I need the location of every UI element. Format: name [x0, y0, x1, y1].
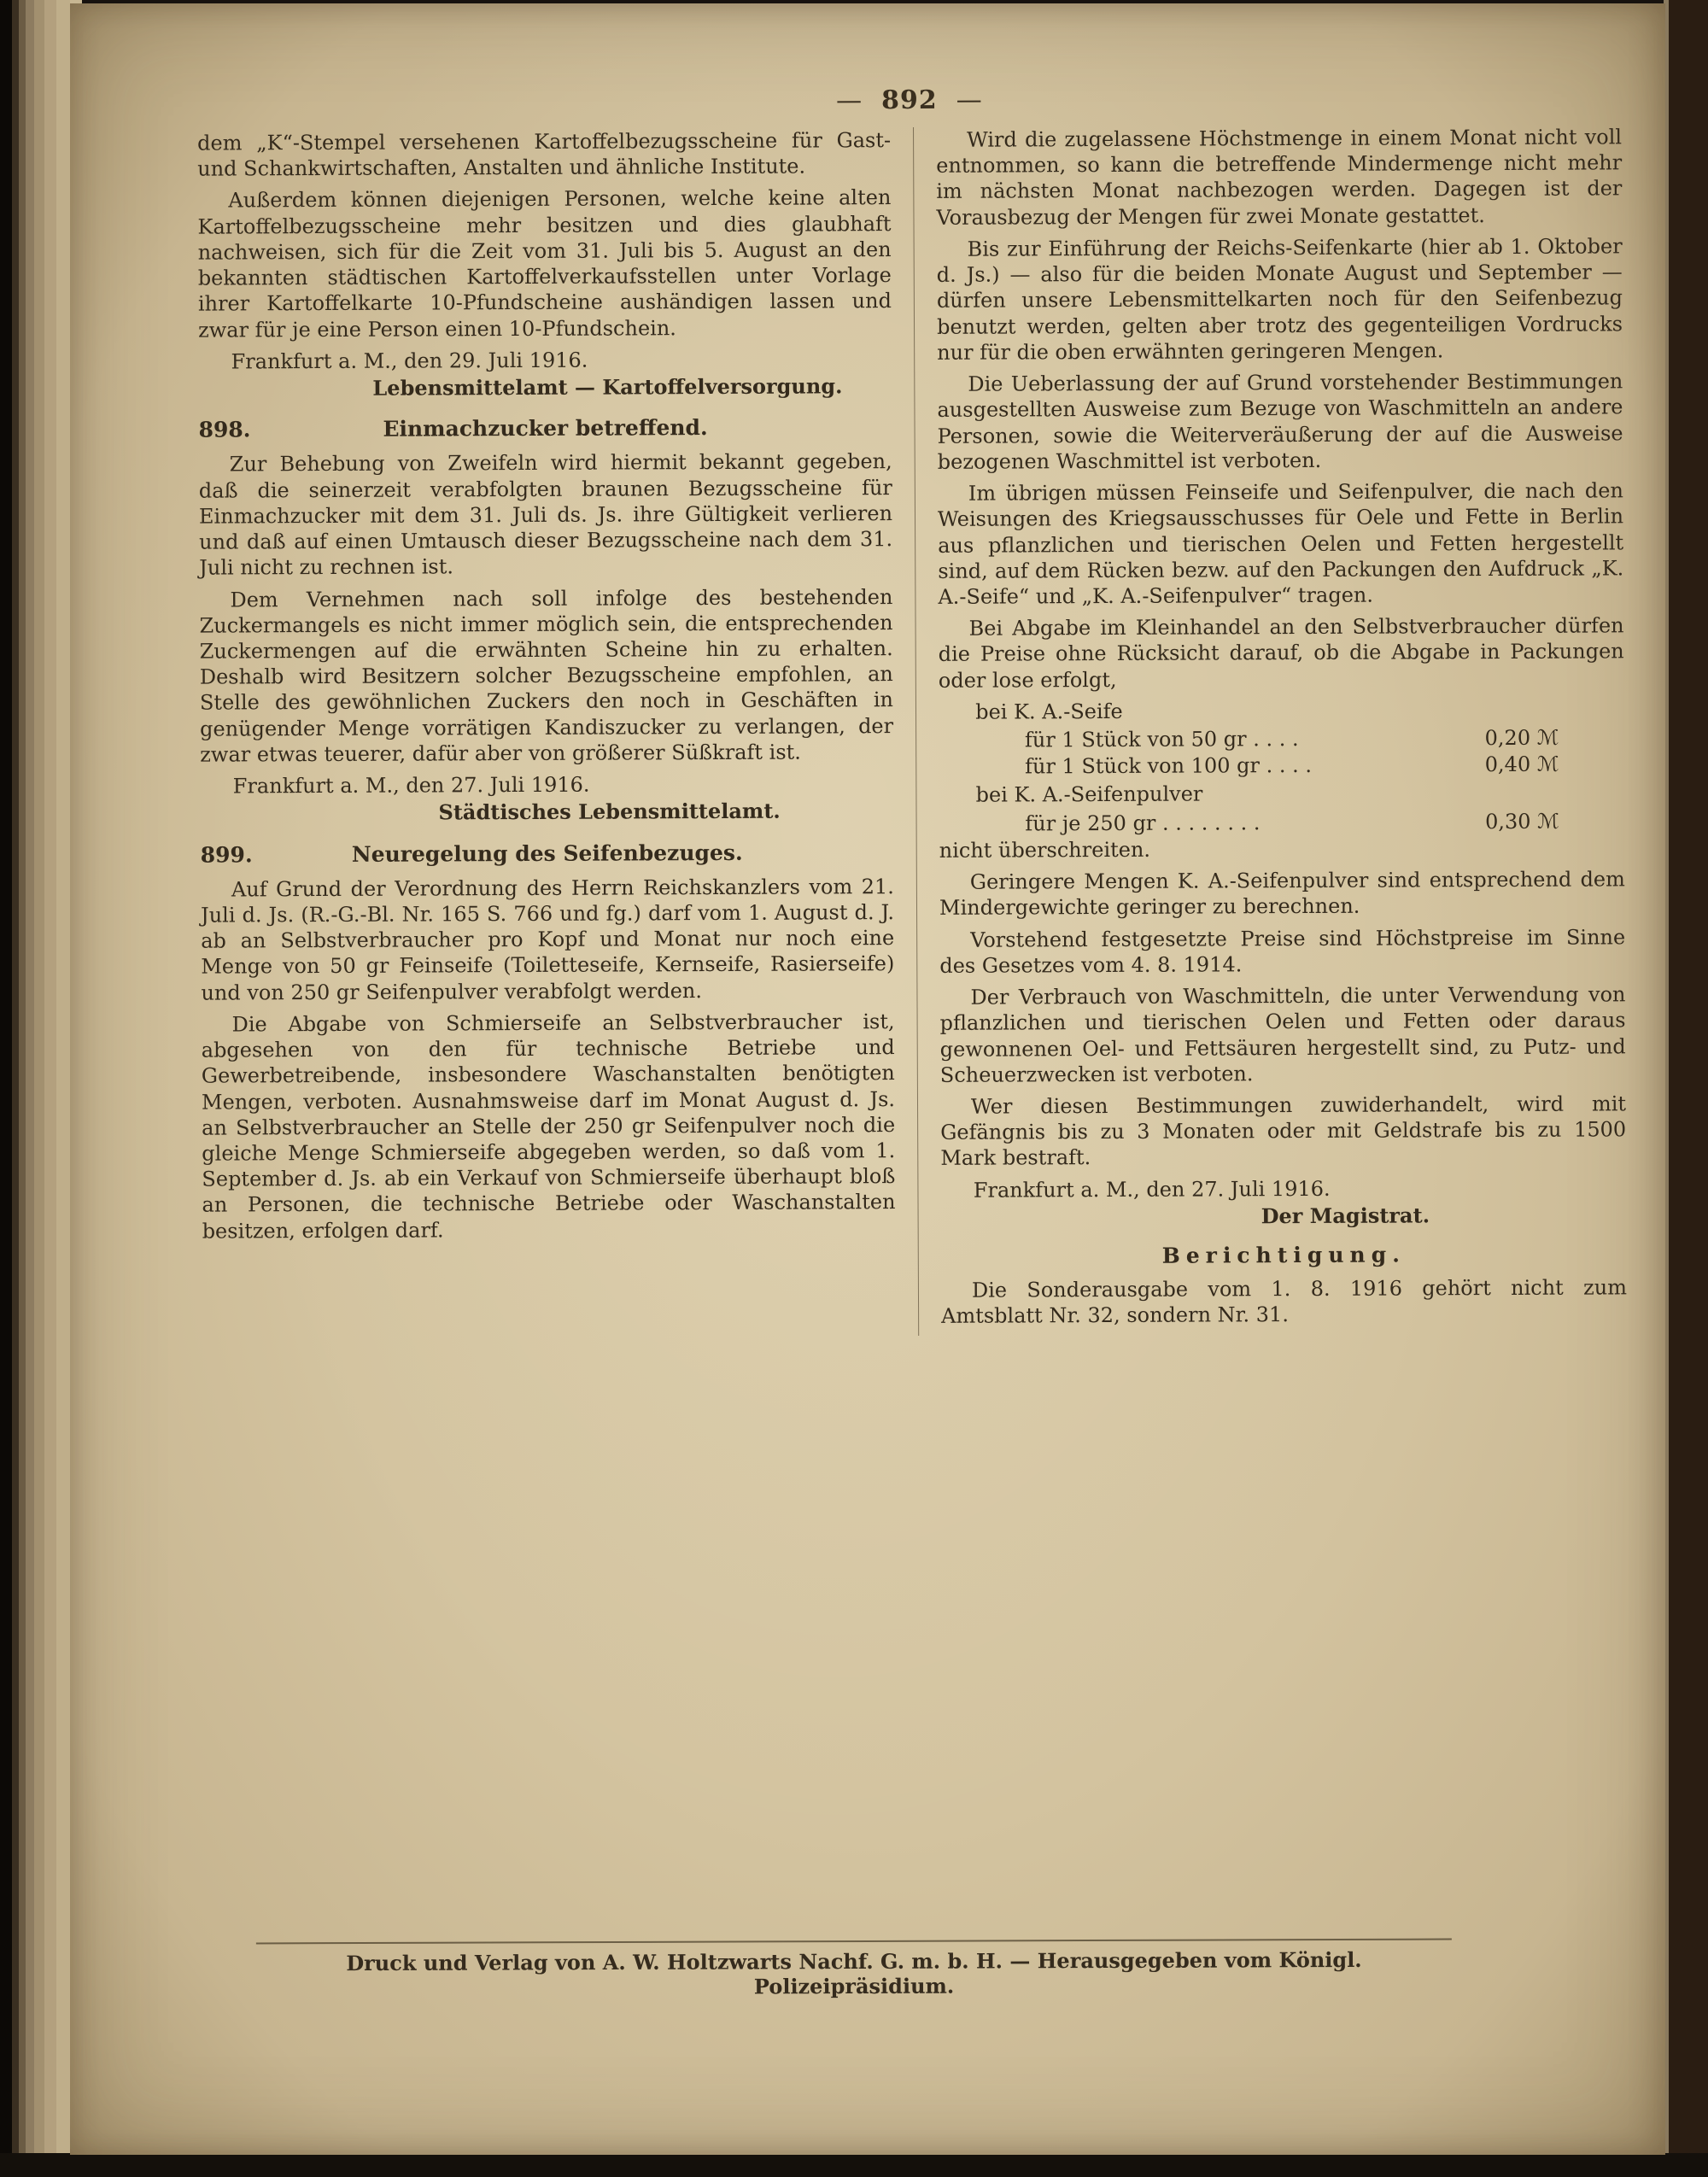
correction-heading: Berichtigung. — [1161, 1242, 1406, 1268]
signature: Städtisches Lebensmittelamt. — [438, 799, 781, 825]
paragraph: Wird die zugelassene Höchstmenge in einem Monat nicht voll entnommen, so kann die betreffende Mindermenge nicht mehr im nächsten Monat nachbezogen werden. Dagegen ist der Vorausbezug der Mengen für zwei Monate gestattet. — [936, 125, 1623, 230]
paragraph: Die Abgabe von Schmierseife an Selbstverbraucher ist, abgesehen von den für technische Betriebe und Gewerbetreibende, insbesondere Waschanstalten benötigten Mengen, verboten. Ausnahmsweise darf im Monat August d. Js. an Selbstverbraucher an Stelle der 250 gr Seifenpulver noch die gleiche Menge Schmierseife abgegeben werden, so daß vom 1. September d. Js. ab ein Verkauf von Schmierseife überhaupt bloß an Personen, die technische Betriebe oder Waschanstalten besitzen, erfolgen darf. — [201, 1009, 896, 1244]
left-column — [197, 127, 918, 1338]
paragraph: Die Ueberlassung der auf Grund vorstehender Bestimmungen ausgestellten Ausweise zum Bezuge von Waschmitteln an andere Personen, sowie die Weiterveräußerung der auf die Ausweise bezogenen Waschmittel ist verboten. — [937, 369, 1623, 474]
page-number-row — [197, 82, 1622, 118]
paragraph: Im übrigen müssen Feinseife und Seifenpulver, die nach den Weisungen des Kriegsausschusses für Oele und Fette in Berlin aus pflanzlichen und tierischen Oelen und Fetten hergestellt sind, auf dem Rücken bezw. auf den Packungen den Aufdruck „K. A.-Seife“ und „K. A.-Seifenpulver“ tragen. — [937, 478, 1624, 609]
paragraph: Außerdem können diejenigen Personen, welche keine alten Kartoffelbezugsscheine mehr besitzen und dies glaubhaft nachweisen, sich für die Zeit vom 31. Juli bis 5. August an den bekannten städtischen Kartoffelverkaufsstellen unter Vorlage ihrer Kartoffelkarte 10-Pfundscheine aushändigen lassen und zwar für je eine Person einen 10-Pfundschein. — [197, 185, 892, 342]
article-899-title: Neuregelung des Seifenbezuges. — [351, 840, 743, 867]
paragraph: Dem Vernehmen nach soll infolge des bestehenden Zuckermangels es nicht immer möglich sein, die entsprechenden Zuckermengen auf die erwähnten Scheine hin zu erhalten. Deshalb wird Besitzern solcher Bezugsscheine empfohlen, an Stelle des gewöhnlichen Zuckers den noch in Geschäften in genügender Menge vorrätigen Kandiszucker zu verlangen, der zwar etwas teuerer, dafür aber von größerer Süßkraft ist. — [199, 584, 894, 767]
paragraph: Auf Grund der Verordnung des Herrn Reichskanzlers vom 21. Juli d. Js. (R.-G.-Bl. Nr. 165 S. 766 und fg.) darf vom 1. August d. J. ab an Selbstverbraucher pro Kopf und Monat nur noch eine Menge von 50 gr Feinseife (Toiletteseife, Kernseife, Rasierseife) und von 250 gr Seifenpulver verabfolgt werden. — [200, 874, 895, 1005]
right-column — [913, 124, 1627, 1335]
dateline: Frankfurt a. M., den 27. Juli 1916. — [232, 772, 590, 799]
price-amount: 0,40 ℳ — [1484, 752, 1559, 777]
page-number-dash-right: — — [956, 85, 983, 115]
paragraph: Bis zur Einführung der Reichs-Seifenkarte (hier ab 1. Oktober d. Js.) — also für die beiden Monate August und September — dürfen unsere Lebensmittelkarten noch für den Seifenbezug benutzt werden, gelten aber trotz des gegenteiligen Vordrucks nur für die oben erwähnten geringeren Mengen. — [936, 234, 1623, 365]
article-898-title: Einmachzucker betreffend. — [383, 415, 708, 442]
price-group-label: bei K. A.-Seife — [975, 699, 1123, 724]
article-898-number: 898. — [198, 417, 251, 442]
price-row — [939, 752, 1624, 781]
price-amount: 0,20 ℳ — [1484, 725, 1559, 751]
book-bottom-edge — [0, 2153, 1708, 2177]
signature: Lebensmittelamt — Kartoffelversorgung. — [372, 373, 843, 401]
article-898-heading — [198, 414, 892, 443]
paragraph: Der Verbrauch von Waschmitteln, die unter Verwendung von pflanzlichen und tierischen Oelen und Fetten oder daraus gewonnenen Oel- und Fettsäuren hergestellt sind, zu Putz- und Scheuerzwecken ist verboten. — [939, 982, 1626, 1087]
imprint-text: Druck und Verlag von A. W. Holtzwarts Nachf. G. m. b. H. — Herausgegeben vom Königl. Polizeipräsidium. — [346, 1946, 1362, 1999]
price-description: für 1 Stück von 50 gr . . . . — [1024, 727, 1299, 752]
paragraph: Die Sonderausgabe vom 1. 8. 1916 gehört nicht zum Amtsblatt Nr. 32, sondern Nr. 31. — [941, 1275, 1628, 1329]
price-description: für je 250 gr . . . . . . . . — [1025, 810, 1261, 836]
page-content — [197, 82, 1627, 1338]
dateline: Frankfurt a. M., den 29. Juli 1916. — [231, 348, 588, 374]
price-group-label: bei K. A.-Seifenpulver — [975, 782, 1203, 808]
paragraph: Zur Behebung von Zweifeln wird hiermit bekannt gegeben, daß die seinerzeit verabfolgten braunen Bezugsscheine für Einmachzucker mit dem 31. Juli ds. Js. ihre Gültigkeit verlieren und daß auf einen Umtausch dieser Bezugsscheine nach dem 31. Juli nicht zu rechnen ist. — [198, 449, 893, 580]
paragraph: dem „K“-Stempel versehenen Kartoffelbezugsscheine für Gast- und Schankwirtschaften, Anstalten und ähnliche Institute. — [197, 128, 892, 181]
page-number: 892 — [880, 85, 938, 116]
price-description: für 1 Stück von 100 gr . . . . — [1025, 753, 1313, 779]
article-899-heading — [201, 840, 894, 869]
paragraph: Geringere Mengen K. A.-Seifenpulver sind entsprechend dem Mindergewichte geringer zu berechnen. — [939, 867, 1625, 921]
price-amount: 0,30 ℳ — [1484, 809, 1559, 834]
two-column-layout — [197, 124, 1627, 1338]
page-number-dash-left: — — [835, 85, 863, 116]
dateline: Frankfurt a. M., den 27. Juli 1916. — [973, 1176, 1331, 1203]
book-cover-edge — [1664, 0, 1708, 2177]
paragraph: Wer diesen Bestimmungen zuwiderhandelt, wird mit Gefängnis bis zu 3 Monaten oder mit Geldstrafe bis zu 1500 Mark bestraft. — [940, 1091, 1627, 1171]
paragraph: Vorstehend festgesetzte Preise sind Höchstpreise im Sinne des Gesetzes vom 4. 8. 1914. — [939, 924, 1626, 978]
paragraph: nicht überschreiten. — [939, 837, 1151, 863]
price-row — [939, 724, 1624, 754]
document-page — [70, 3, 1665, 2155]
price-row — [939, 808, 1625, 838]
imprint-footer — [256, 1939, 1452, 2001]
article-899-number: 899. — [200, 841, 253, 868]
paragraph: Bei Abgabe im Kleinhandel an den Selbstverbraucher dürfen die Preise ohne Rücksicht darauf, ob die Abgabe in Packungen oder lose erfolgt, — [938, 613, 1624, 693]
signature: Der Magistrat. — [1261, 1203, 1430, 1229]
